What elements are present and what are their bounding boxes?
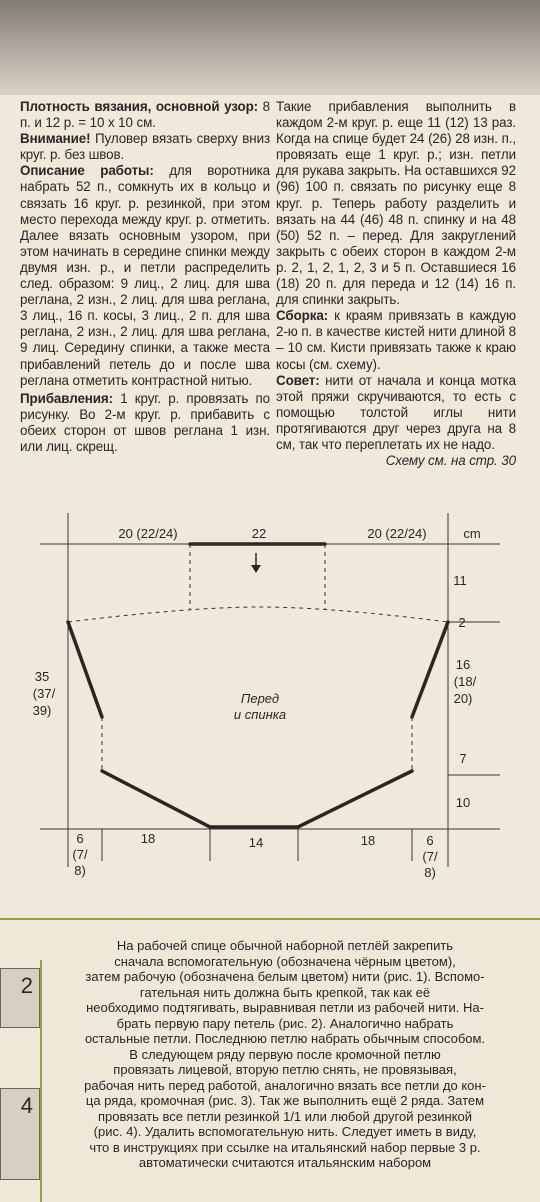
label-right-10: 10 xyxy=(455,795,471,810)
label-bottom-8-left: 8) xyxy=(74,863,86,878)
label-left-39: 39) xyxy=(32,703,52,718)
label-bottom-7-right: (7/ xyxy=(422,849,438,864)
continue-paragraph: Такие прибавления выполнить в каждом 2-м круг. р. еще 11 (12) 13 раз. Когда на спице будет 24 (26) 28 изн. п., провязать еще 1 круг. р.; изн. петли для рукава закрыть. На оставшихся 92 (96) 100 п. связать по рисунку еще 8 круг. р. Теперь работу разделить и вязать на 44 (46) 48 п. спинку и на 48 (50) 52 п. – перед. Для закруглений закрыть с обеих сторон в каждом 2-м р. 2, 1, 2, 1, 2, 3 и 5 п. Оставшиеся 16 (18) 20 п. для переда и 12 (14) 16 п. для спинки закрыть. xyxy=(276,99,516,308)
figure-4-number: 4 xyxy=(20,1093,33,1118)
tutorial-line: рабочая нить перед работой, аналогично вязать все петли до кон- xyxy=(84,1077,486,1093)
tutorial-line: необходимо подтягивать, выравнивая петли из рабочей нити. На- xyxy=(86,1000,484,1015)
label-top-right: 20 (22/24) xyxy=(367,526,427,541)
tutorial-line: (рис. 4). Удалить вспомогательную нить. Следует иметь в виду, xyxy=(93,1124,477,1139)
density-paragraph xyxy=(20,99,270,131)
increase-label: Прибавления: xyxy=(20,390,113,406)
attention-paragraph xyxy=(20,131,270,163)
tutorial-figure-2 xyxy=(0,968,40,1028)
label-right-20: 20) xyxy=(453,691,473,706)
label-right-7: 7 xyxy=(459,751,467,766)
attention-text: Пуловер вязать сверху вниз круг. р. без швов. xyxy=(20,131,270,163)
tutorial-line: автоматически считаются итальянским набором xyxy=(138,1155,432,1170)
left-raglan-line xyxy=(68,622,102,717)
label-top-left: 20 (22/24) xyxy=(118,526,178,541)
assembly-text: к краям привязать в каждую 2-ю п. в качестве кистей нити длиной 8 – 10 см. Кисти привязать также к краю косы (см. схему). xyxy=(276,308,516,372)
label-right-2: 2 xyxy=(458,615,466,630)
label-bottom-8-right: 8) xyxy=(424,865,436,880)
schema-reference: Схему см. на стр. 30 xyxy=(385,453,516,469)
schema-drawing xyxy=(0,495,540,900)
top-photo-edge xyxy=(0,0,540,95)
tutorial-line: гательная нить должна быть крепкой, так как её xyxy=(139,984,431,1000)
advice-label: Совет: xyxy=(276,372,320,388)
increase-text: 1 круг. р. провязать по рисунку. Во 2-м круг. р. прибавить с обеих сторон от швов реглана 1 изн. или лиц. скрещ. xyxy=(20,390,270,454)
label-bottom-18-right: 18 xyxy=(360,833,376,848)
tutorial-line: брать первую пару петель (рис. 2). Аналогично набрать xyxy=(116,1015,454,1031)
label-bottom-7-left: (7/ xyxy=(72,847,88,862)
tutorial-divider xyxy=(40,960,42,1202)
tutorial-line: что в инструкциях при ссылке на итальянский набор первые 3 р. xyxy=(89,1139,481,1155)
label-bottom-18-left: 18 xyxy=(140,831,156,846)
tutorial-line: провязать лицевой, вторую петлю снять, не провязывая, xyxy=(113,1062,457,1077)
instructions-right-column xyxy=(276,99,516,469)
tutorial-line: сначала вспомогательную (обозначена чёрным цветом), xyxy=(114,953,456,969)
label-bottom-14: 14 xyxy=(248,835,264,850)
label-bottom-6-left: 6 xyxy=(76,831,84,846)
label-unit: cm xyxy=(463,526,481,541)
tutorial-box xyxy=(0,918,540,1202)
tutorial-line: ца ряда, кромочная (рис. 3). Так же выполнить ещё 2 ряда. Затем xyxy=(85,1093,485,1108)
tutorial-line: На рабочей спице обычной наборной петлёй закрепить xyxy=(116,938,454,953)
label-front-back-2: и спинка xyxy=(233,707,287,722)
advice-text: нити от начала и конца мотка этой пряжи скручиваются, то есть с помощью толстой иглы нити протягиваются друг через друга на 8 см, так что переплетать их не надо. xyxy=(276,372,516,452)
pattern-schema xyxy=(0,495,540,900)
description-label: Описание работы: xyxy=(20,163,154,179)
tutorial-line: затем рабочую (обозначена белым цветом) нити (рис. 1). Вспомо- xyxy=(85,969,485,984)
tutorial-figure-4 xyxy=(0,1088,40,1180)
description-text: для воротника набрать 52 п., сомкнуть их в кольцо и связать 16 круг. р. резинкой, при этом место перехода между круг. р. отметить. Далее вязать основным узором, при этом начинать в середине спинки между двумя изн. р., и петли распределить след. образом: 9 лиц., 2 лиц. для шва реглана, 2 изн., 2 лиц. для шва реглана, 3 лиц., 16 п. косы, 3 лиц., 2 п. для шва реглана, 2 изн., 2 лиц. для шва реглана, 9 лиц. Середину спинки, а также места прибавлений петель до и после шва реглана отметить контрастной нитью. xyxy=(20,163,270,388)
label-left-35: 35 xyxy=(34,669,50,684)
right-raglan-line xyxy=(412,622,448,717)
label-bottom-6-right: 6 xyxy=(426,833,434,848)
figure-2-number: 2 xyxy=(20,973,33,998)
description-paragraph xyxy=(20,163,270,388)
label-left-37: (37/ xyxy=(32,686,56,701)
tutorial-line: В следующем ряду первую после кромочной петлю xyxy=(129,1046,441,1062)
tutorial-line: провязать все петли резинкой 1/1 или любой другой резинкой xyxy=(97,1108,473,1124)
density-text: 8 п. и 12 р. = 10 х 10 см. xyxy=(20,99,270,131)
label-right-18: (18/ xyxy=(453,674,477,689)
density-label: Плотность вязания, основной узор: xyxy=(20,99,259,114)
tutorial-line: остальные петли. Последнюю петлю набрать обычным способом. xyxy=(84,1031,486,1046)
attention-label: Внимание! xyxy=(20,131,91,147)
assembly-label: Сборка: xyxy=(276,308,329,324)
label-right-16: 16 xyxy=(455,657,471,672)
down-arrow-icon xyxy=(251,565,261,573)
assembly-paragraph xyxy=(276,308,516,372)
label-right-11: 11 xyxy=(453,573,467,588)
bottom-hem-line xyxy=(102,771,412,827)
advice-paragraph xyxy=(276,373,516,453)
dash-neck-curve xyxy=(68,607,448,622)
instructions-left-column xyxy=(20,99,270,455)
label-front-back-1: Перед xyxy=(240,691,280,706)
tutorial-text xyxy=(60,938,510,1171)
label-top-center: 22 xyxy=(251,526,267,541)
increase-paragraph xyxy=(20,391,270,455)
